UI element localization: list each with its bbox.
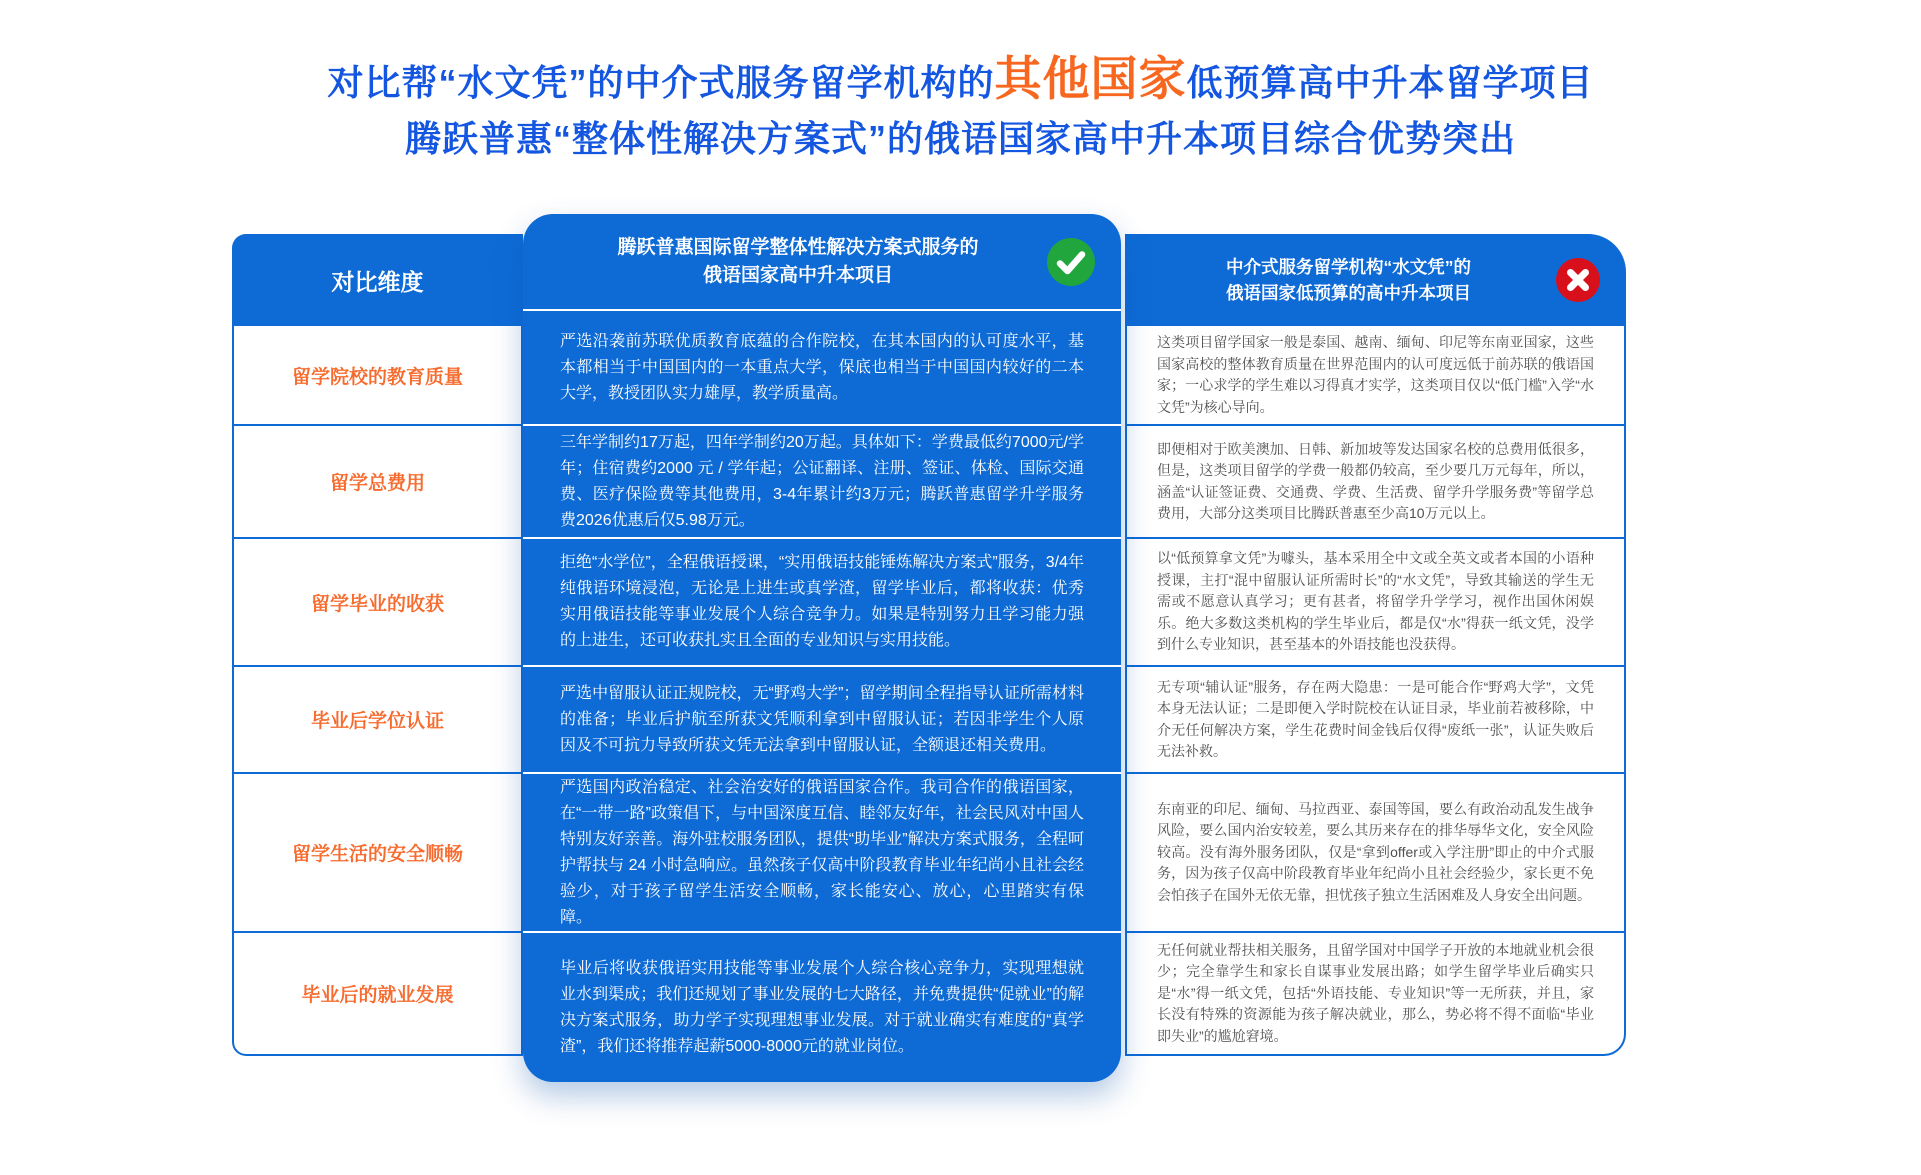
winner-cell: [523, 667, 1121, 774]
title-highlight: 其他国家: [994, 52, 1187, 105]
winner-header: [523, 214, 1121, 311]
loser-cell-text: 东南亚的印尼、缅甸、马拉西亚、泰国等国，要么有政治动乱发生战争风险，要么国内治安较差，要么其历来存在的排华辱华文化，安全风险较高。没有海外服务团队，仅是“拿到offer或入学注册”即止的中介式服务，因为孩子仅高中阶段教育毕业年纪尚小且社会经验少，家长更不免会怕孩子在国外无依无靠，担忧孩子独立生活困难及人身安全出问题。: [1157, 800, 1594, 903]
loser-cell-text: 以“低预算拿文凭”为噱头，基本采用全中文或全英文或者本国的小语种授课，主打“混中留服认证所需时长”的“水文凭”，导致其输送的学生无需或不愿意认真学习；更有甚者，将留学升学学习，视作出国休闲娱乐。绝大多数这类机构的学生毕业后，都是仅“水”得获一纸文凭，没学到什么专业知识，甚至基本的外语技能也没获得。: [1157, 550, 1594, 653]
cross-circle-icon: [1556, 258, 1600, 302]
title-line-2: 腾跃普惠“整体性解决方案式”的俄语国家高中升本项目综合优势突出: [404, 118, 1516, 159]
dimension-body: [232, 326, 523, 1056]
loser-cell-text: 这类项目留学国家一般是泰国、越南、缅甸、印尼等东南亚国家，这些国家高校的整体教育质量在世界范围内的认可度远低于前苏联的俄语国家；一心求学的学生难以习得真才实学，这类项目仅以“低门槛”入学“水文凭”为核心导向。: [1157, 334, 1594, 415]
winner-cell: [523, 426, 1121, 539]
winner-cell-text: 严选中留服认证正规院校，无“野鸡大学”；留学期间全程指导认证所需材料的准备；毕业后护航至所获文凭顺利拿到中留服认证；若因非学生个人原因及不可抗力导致所获文凭无法拿到中留服认证，全额退还相关费用。: [560, 684, 1084, 754]
dimension-header: 对比维度: [232, 234, 523, 326]
winner-cell-text: 毕业后将收获俄语实用技能等事业发展个人综合核心竞争力，实现理想就业水到渠成；我们还规划了事业发展的七大路径，并免费提供“促就业”的解决方案式服务，助力学子实现理想事业发展。对于就业确实有难度的“真学渣”，我们还将推荐起薪5000-8000元的就业岗位。: [560, 959, 1084, 1055]
loser-cell-text: 即便相对于欧美澳加、日韩、新加坡等发达国家名校的总费用低很多，但是，这类项目留学的学费一般都仍较高，至少要几万元每年，所以，涵盖“认证签证费、交通费、学费、生活费、留学升学服务费”等留学总费用，大部分这类项目比腾跃普惠至少高10万元以上。: [1157, 440, 1594, 521]
dimension-cell: 留学毕业的收获: [234, 539, 521, 667]
dimension-column: [232, 234, 523, 1056]
dimension-cell: 毕业后的就业发展: [301, 985, 454, 1006]
loser-cell: [1127, 774, 1624, 933]
loser-cell: [1127, 426, 1624, 539]
comparison-table: [232, 214, 1626, 1086]
winner-cell: [523, 774, 1121, 933]
title-line-1: [0, 50, 1921, 112]
dimension-cell: 毕业后学位认证: [234, 667, 521, 774]
winner-header-line-2: 俄语国家高中升本项目: [702, 264, 893, 286]
winner-cell-text: 拒绝“水学位”，全程俄语授课，“实用俄语技能锤炼解决方案式”服务，3/4年纯俄语环境浸泡，无论是上进生或真学渣，留学毕业后，都将收获：优秀实用俄语技能等事业发展个人综合竞争力。如果是特别努力且学习能力强的上进生，还可收获扎实且全面的专业知识与实用技能。: [560, 554, 1084, 649]
loser-body: [1125, 326, 1626, 1056]
loser-cell: [1127, 667, 1624, 774]
loser-cell: [1127, 539, 1624, 667]
winner-header-line-1: 腾跃普惠国际留学整体性解决方案式服务的: [617, 236, 979, 258]
title-line-1-suffix: 低预算高中升本留学项目: [1186, 62, 1594, 103]
winner-column: [523, 214, 1121, 1082]
winner-cell: [523, 311, 1121, 426]
dimension-cell: 留学总费用: [234, 426, 521, 539]
winner-cell-text: 三年学制约17万起，四年学制约20万起。具体如下：学费最低约7000元/学年；住宿费约2000 元 / 学年起；公证翻译、注册、签证、体检、国际交通费、医疗保险费等其他费用，3-4年累计约3万元；腾跃普惠留学升学服务费2026优惠后仅5.98万元。: [560, 433, 1084, 529]
winner-cell: [523, 933, 1121, 1082]
dimension-cell: 留学生活的安全顺畅: [234, 774, 521, 933]
loser-column: [1125, 234, 1626, 1056]
page-title: [0, 0, 1921, 166]
winner-cell-text: 严选沿袭前苏联优质教育底蕴的合作院校，在其本国内的认可度水平，基本都相当于中国国内的一本重点大学，保底也相当于中国国内较好的二本大学，教授团队实力雄厚，教学质量高。: [560, 332, 1084, 402]
loser-header-line-2: 俄语国家低预算的高中升本项目: [1226, 283, 1471, 303]
loser-header: [1125, 234, 1626, 326]
loser-header-line-1: 中介式服务留学机构“水文凭”的: [1226, 257, 1471, 277]
loser-cell-text: 无专项“辅认证”服务，存在两大隐患：一是可能合作“野鸡大学”，文凭本身无法认证；二是即便入学时院校在认证目录，毕业前若被移除，中介无任何解决方案，学生花费时间金钱后仅得“废纸一张”，认证失败后无法补救。: [1157, 678, 1594, 759]
title-line-1-prefix: 对比帮“水文凭”的中介式服务留学机构的: [327, 62, 995, 103]
winner-cell-text: 严选国内政治稳定、社会治安好的俄语国家合作。我司合作的俄语国家，在“一带一路”政策倡下，与中国深度互信、睦邻友好年，社会民风对中国人特别友好亲善。海外驻校服务团队，提供“助毕业”解决方案式服务，全程呵护帮扶与 24 小时急响应。虽然孩子仅高中阶段教育毕业年纪尚小且社会经验少，对于孩子留学生活安全顺畅，家长能安心、放心，心里踏实有保障。: [560, 778, 1084, 926]
dimension-cell: 留学院校的教育质量: [234, 326, 521, 426]
loser-cell: [1127, 933, 1624, 1054]
check-circle-icon: [1047, 238, 1095, 286]
loser-cell: [1127, 326, 1624, 426]
loser-cell-text: 无任何就业帮扶相关服务，且留学国对中国学子开放的本地就业机会很少；完全靠学生和家长自谋事业发展出路；如学生留学毕业后确实只是“水”得一纸文凭，包括“外语技能、专业知识”等一无所获，并且，家长没有特殊的资源能为孩子解决就业，那么，势必将不得不面临“毕业即失业”的尴尬窘境。: [1157, 941, 1594, 1044]
winner-cell: [523, 539, 1121, 667]
